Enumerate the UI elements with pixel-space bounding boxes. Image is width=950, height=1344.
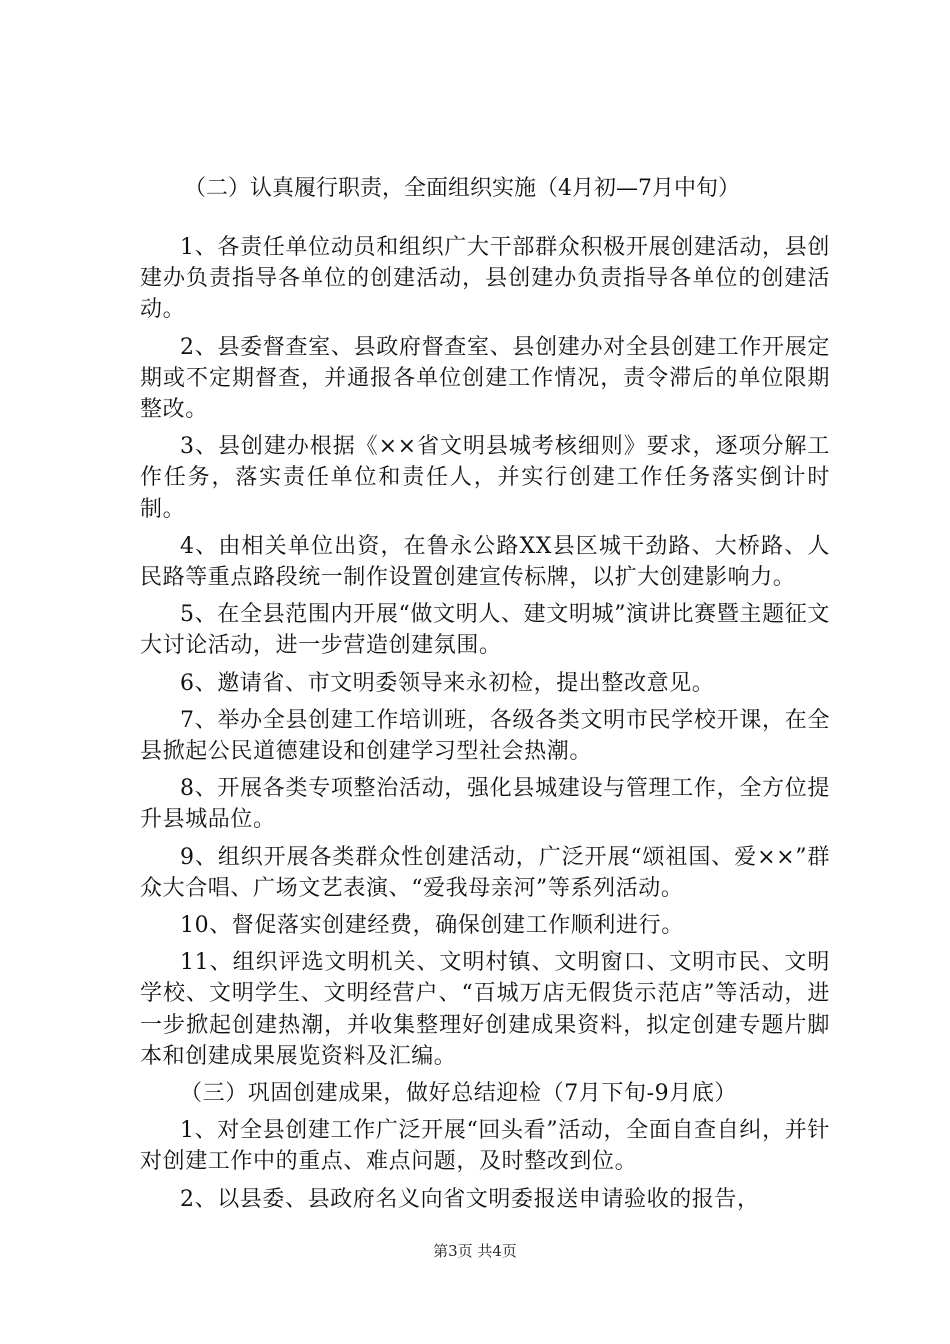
document-body: [140, 170, 830, 1221]
page-footer: 第3页 共4页: [433, 1242, 517, 1260]
section-heading: （二）认真履行职责，全面组织实施（4月初—7月中旬）: [184, 176, 740, 201]
paragraph-item-5: 5、在全县范围内开展“做文明人、建文明城”演讲比赛暨主题征文大讨论活动，进一步营造创建氛围。: [140, 602, 830, 659]
paragraph-item-10: 10、督促落实创建经费，确保创建工作顺利进行。: [180, 913, 684, 939]
paragraph-item-6: 6、邀请省、市文明委领导来永初检，提出整改意见。: [180, 670, 715, 696]
paragraph-item-3: 3、县创建办根据《××省文明县城考核细则》要求，逐项分解工作任务，落实责任单位和责任人，并实行创建工作任务落实倒计时制。: [140, 434, 830, 522]
paragraph-after-1: 1、对全县创建工作广泛开展“回头看”活动，全面自查自纠，并针对创建工作中的重点、难点问题，及时整改到位。: [140, 1118, 830, 1175]
section-subheading: （三）巩固创建成果，做好总结迎检（7月下旬-9月底）: [180, 1081, 738, 1107]
paragraph-item-9: 9、组织开展各类群众性创建活动，广泛开展“颂祖国、爱××”群众大合唱、广场文艺表演、“爱我母亲河”等系列活动。: [140, 844, 830, 901]
paragraph-item-1: 1、各责任单位动员和组织广大干部群众积极开展创建活动，县创建办负责指导各单位的创建活动，县创建办负责指导各单位的创建活动。: [140, 235, 830, 323]
paragraph-after-2: 2、以县委、县政府名义向省文明委报送申请验收的报告，: [180, 1186, 760, 1212]
paragraph-item-8: 8、开展各类专项整治活动，强化县城建设与管理工作，全方位提升县城品位。: [140, 776, 830, 833]
paragraph-item-11: 11、组织评选文明机关、文明村镇、文明窗口、文明市民、文明学校、文明学生、文明经营户、“百城万店无假货示范店”等活动，进一步掀起创建热潮，并收集整理好创建成果资料，拟定创建专题片脚本和创建成果展览资料及汇编。: [140, 950, 830, 1069]
paragraph-item-4: 4、由相关单位出资，在鲁永公路XX县区城干劲路、大桥路、人民路等重点路段统一制作设置创建宣传标牌，以扩大创建影响力。: [140, 533, 830, 591]
paragraph-item-2: 2、县委督查室、县政府督查室、县创建办对全县创建工作开展定期或不定期督查，并通报各单位创建工作情况，责令滞后的单位限期整改。: [140, 334, 830, 423]
paragraph-item-7: 7、举办全县创建工作培训班，各级各类文明市民学校开课，在全县掀起公民道德建设和创建学习型社会热潮。: [140, 707, 830, 765]
